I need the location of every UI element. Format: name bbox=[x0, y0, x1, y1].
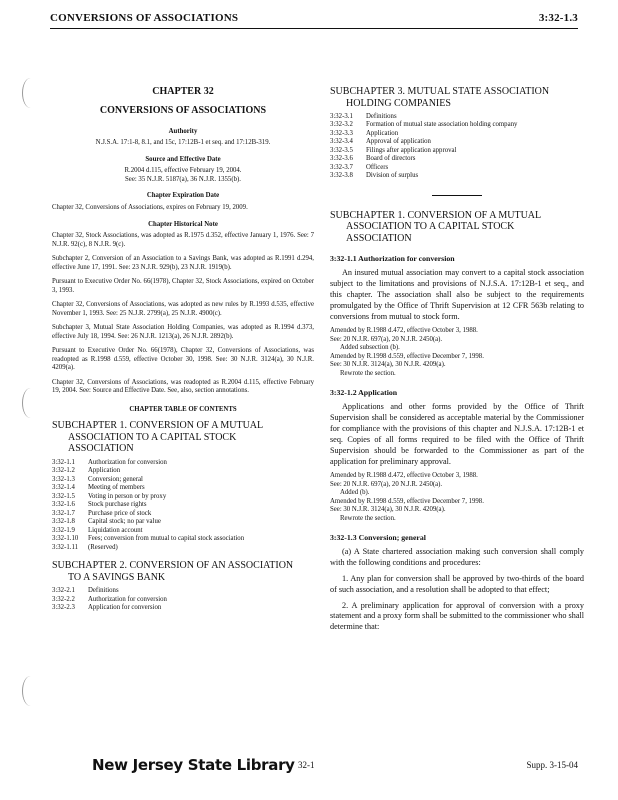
source-text: See: 35 N.J.R. 5187(a), 36 N.J.R. 1355(b). bbox=[125, 175, 241, 183]
history-paragraph: Pursuant to Executive Order No. 66(1978), Chapter 32, Conversions of Associations, was readopted as R.1998 d.559, effective October 30, 1998. See: 30 N.J.R. 3124(a), 30 N.J.R. 4209(a). bbox=[52, 347, 314, 372]
subchapter-heading-line: HOLDING COMPANIES bbox=[346, 97, 451, 109]
history-line: Amended by R.1988 d.472, effective October 3, 1988. bbox=[330, 472, 478, 480]
toc-entry[interactable] bbox=[52, 501, 314, 509]
subchapter-2-heading bbox=[52, 560, 314, 583]
toc-number: 3:32-3.3 bbox=[330, 129, 353, 137]
section-history bbox=[330, 472, 584, 523]
section-body: (a) A State chartered association making such conversion shall comply with the following conditions and procedures: bbox=[330, 547, 584, 568]
toc-number: 3:32-3.1 bbox=[330, 113, 353, 120]
page-number: 32-1 bbox=[298, 760, 315, 770]
toc-number: 3:32-3.7 bbox=[330, 163, 353, 171]
subchapter-heading-line: SUBCHAPTER 1. CONVERSION OF A MUTUAL bbox=[330, 209, 542, 221]
supplement-date: Supp. 3-15-04 bbox=[526, 760, 578, 770]
section-divider bbox=[432, 195, 482, 196]
toc-entry[interactable] bbox=[52, 459, 314, 467]
toc-label: Fees; conversion from mutual to capital stock association bbox=[88, 535, 245, 543]
toc-label: Meeting of members bbox=[88, 484, 145, 492]
toc-entry[interactable] bbox=[330, 164, 584, 172]
section-title: 3:32-1.1 Authorization for conversion bbox=[330, 254, 455, 264]
history-line: Amended by R.1998 d.559, effective December 7, 1998. bbox=[330, 352, 484, 360]
toc-label: Formation of mutual state association holding company bbox=[366, 121, 518, 129]
history-paragraph: Subchapter 3, Mutual State Association Holding Companies, was adopted as R.1994 d.373, effective July 18, 1994. See: 26 N.J.R. 1213(a), 26 N.J.R. 2892(b). bbox=[52, 324, 314, 340]
toc-entry[interactable] bbox=[52, 467, 314, 475]
section-title: 3:32-1.2 Application bbox=[330, 388, 398, 398]
page-footer bbox=[0, 748, 618, 778]
margin-hole-mark bbox=[22, 676, 39, 706]
header-title: CONVERSIONS OF ASSOCIATIONS bbox=[50, 12, 239, 24]
toc-number: 3:32-1.7 bbox=[52, 509, 75, 517]
toc-number: 3:32-1.1 bbox=[52, 458, 75, 466]
toc-number: 3:32-3.8 bbox=[330, 172, 353, 180]
history-paragraph: Pursuant to Executive Order No. 66(1978), Chapter 32, Stock Associations, expired on October 3, 1993. bbox=[52, 278, 314, 294]
subchapter-1-toc bbox=[52, 459, 314, 552]
section-history bbox=[330, 327, 584, 378]
history-line: See: 30 N.J.R. 3124(a), 30 N.J.R. 4209(a). bbox=[330, 506, 446, 514]
toc-label: Application for conversion bbox=[88, 604, 162, 612]
history-line: Rewrote the section. bbox=[340, 514, 396, 522]
running-header bbox=[50, 10, 578, 29]
toc-number: 3:32-1.2 bbox=[52, 467, 75, 475]
toc-label: Filings after application approval bbox=[366, 146, 457, 154]
toc-entry[interactable] bbox=[330, 138, 584, 146]
history-line: Amended by R.1998 d.559, effective December 7, 1998. bbox=[330, 497, 484, 505]
history-line: See: 20 N.J.R. 697(a), 20 N.J.R. 2450(a). bbox=[330, 480, 443, 488]
expiration-heading: Chapter Expiration Date bbox=[146, 192, 220, 200]
toc-label: Application bbox=[366, 129, 399, 137]
subchapter-heading-line: SUBCHAPTER 1. CONVERSION OF A MUTUAL bbox=[52, 420, 264, 432]
toc-label: (Reserved) bbox=[88, 543, 118, 551]
subchapter-heading-line: TO A SAVINGS BANK bbox=[68, 571, 166, 583]
subchapter-heading-line: ASSOCIATION TO A CAPITAL STOCK bbox=[68, 431, 237, 443]
toc-number: 3:32-3.4 bbox=[330, 138, 353, 146]
history-line: Rewrote the section. bbox=[340, 369, 396, 377]
history-line: Added subsection (b). bbox=[340, 344, 400, 352]
subchapter-heading-line: ASSOCIATION bbox=[68, 443, 134, 455]
history-line: See: 20 N.J.R. 697(a), 20 N.J.R. 2450(a). bbox=[330, 335, 443, 343]
toc-entry[interactable] bbox=[52, 476, 314, 484]
toc-entry[interactable] bbox=[330, 155, 584, 163]
toc-label: Conversion; general bbox=[88, 475, 143, 483]
history-paragraph: Subchapter 2, Conversion of an Association to a Savings Bank, was adopted as R.1991 d.294, effective June 17, 1991. See: 23 N.J.R. 929(b), 23 N.J.R. 1919(b). bbox=[52, 255, 314, 271]
toc-entry[interactable] bbox=[52, 484, 314, 492]
toc-label: Stock purchase rights bbox=[88, 501, 147, 509]
toc-label: Approval of application bbox=[366, 138, 431, 146]
chapter-number: CHAPTER 32 bbox=[152, 86, 214, 97]
expiration-text: Chapter 32, Conversions of Associations, expires on February 19, 2009. bbox=[52, 204, 248, 212]
toc-label: Voting in person or by proxy bbox=[88, 492, 167, 500]
authority-text: N.J.S.A. 17:1-8, 8.1, and 15c, 17:12B-1 et seq. and 17:12B-319. bbox=[95, 139, 271, 147]
toc-label: Definitions bbox=[88, 587, 119, 595]
subchapter-1-heading bbox=[52, 420, 314, 455]
source-heading: Source and Effective Date bbox=[145, 155, 221, 163]
chapter-title: CONVERSIONS OF ASSOCIATIONS bbox=[99, 104, 267, 116]
library-watermark: New Jersey State Library bbox=[92, 756, 295, 774]
toc-number: 3:32-1.11 bbox=[52, 543, 78, 551]
history-heading: Chapter Historical Note bbox=[148, 220, 218, 228]
toc-entry[interactable] bbox=[52, 587, 314, 595]
history-line: Amended by R.1988 d.472, effective October 3, 1988. bbox=[330, 327, 478, 335]
toc-entry[interactable] bbox=[52, 544, 314, 552]
margin-hole-mark bbox=[22, 388, 39, 418]
source-text: R.2004 d.115, effective February 19, 2004. bbox=[124, 167, 242, 175]
history-line: See: 30 N.J.R. 3124(a), 30 N.J.R. 4209(a). bbox=[330, 361, 446, 369]
toc-number: 3:32-3.6 bbox=[330, 155, 353, 163]
history-paragraph: Chapter 32, Stock Associations, was adopted as R.1975 d.352, effective January 1, 1976. See: 7 N.J.R. 92(c), 8 N.J.R. 9(c). bbox=[52, 232, 314, 248]
toc-label: Liquidation account bbox=[88, 526, 143, 534]
toc-number: 3:32-1.10 bbox=[52, 535, 79, 543]
toc-entry[interactable] bbox=[52, 510, 314, 518]
toc-label: Capital stock; no par value bbox=[88, 518, 161, 526]
toc-number: 3:32-2.3 bbox=[52, 604, 75, 612]
toc-label: Authorization for conversion bbox=[88, 458, 167, 466]
history-line: Added (b). bbox=[340, 489, 370, 497]
subchapter-2-toc bbox=[52, 587, 314, 612]
toc-number: 3:32-1.3 bbox=[52, 475, 75, 483]
margin-hole-mark bbox=[22, 78, 39, 108]
toc-entry[interactable] bbox=[52, 535, 314, 543]
left-column bbox=[52, 86, 314, 613]
toc-number: 3:32-3.2 bbox=[330, 121, 353, 129]
toc-entry[interactable] bbox=[330, 147, 584, 155]
subchapter-heading-line: ASSOCIATION TO A CAPITAL STOCK bbox=[346, 221, 515, 233]
toc-number: 3:32-1.4 bbox=[52, 484, 75, 492]
right-column bbox=[330, 86, 584, 638]
toc-entry[interactable] bbox=[52, 527, 314, 535]
subchapter-heading-line: ASSOCIATION bbox=[346, 232, 412, 244]
toc-entry[interactable] bbox=[330, 113, 584, 121]
toc-label: Officers bbox=[366, 163, 389, 171]
toc-heading: CHAPTER TABLE OF CONTENTS bbox=[129, 405, 237, 413]
authority-heading: Authority bbox=[168, 127, 198, 135]
toc-number: 3:32-1.5 bbox=[52, 492, 75, 500]
toc-number: 3:32-2.2 bbox=[52, 595, 75, 603]
toc-label: Authorization for conversion bbox=[88, 595, 167, 603]
toc-number: 3:32-1.9 bbox=[52, 526, 75, 534]
toc-entry[interactable] bbox=[52, 596, 314, 604]
toc-label: Application bbox=[88, 467, 121, 475]
toc-entry[interactable] bbox=[330, 121, 584, 129]
subchapter-3-toc bbox=[330, 113, 584, 181]
toc-number: 3:32-1.8 bbox=[52, 518, 75, 526]
toc-entry[interactable] bbox=[52, 518, 314, 526]
section-body: Applications and other forms provided by the Office of Thrift Supervision shall be considered as acceptable material by the Commissioner for compliance with the provisions of this chapter and N.J.S.A. 17:12B-1 et seq. Copies of all forms required to be filed with the Office of Thrift Supervision should be forwarded to the Commissioner as part of the application for preliminary approval. bbox=[330, 402, 584, 466]
section-body: 2. A preliminary application for approval of conversion with a proxy statement and a proxy form shall be submitted to the commissioner who shall determine that: bbox=[330, 600, 584, 632]
header-section-number: 3:32-1.3 bbox=[538, 12, 578, 24]
toc-entry[interactable] bbox=[330, 172, 584, 180]
subchapter-1-text-heading bbox=[330, 210, 584, 245]
toc-entry[interactable] bbox=[52, 604, 314, 612]
toc-number: 3:32-2.1 bbox=[52, 587, 75, 595]
section-title: 3:32-1.3 Conversion; general bbox=[330, 533, 426, 543]
toc-label: Division of surplus bbox=[366, 172, 419, 180]
section-body: 1. Any plan for conversion shall be approved by two-thirds of the board of such association, and a resolution shall be adopted to that effect; bbox=[330, 573, 584, 594]
history-paragraph: Chapter 32, Conversions of Associations, was readopted as R.2004 d.115, effective February 19, 2004. See: Source and Effective Date. See, also, section annotations. bbox=[52, 378, 314, 395]
toc-entry[interactable] bbox=[52, 493, 314, 501]
subchapter-3-heading bbox=[330, 86, 584, 109]
toc-number: 3:32-3.5 bbox=[330, 146, 353, 154]
history-paragraph: Chapter 32, Conversions of Associations, was adopted as new rules by R.1993 d.535, effective November 1, 1993. See: 25 N.J.R. 2799(a), 25 N.J.R. 4900(c). bbox=[52, 301, 314, 317]
subchapter-heading-line: SUBCHAPTER 2. CONVERSION OF AN ASSOCIATION bbox=[52, 560, 294, 572]
subchapter-heading-line: SUBCHAPTER 3. MUTUAL STATE ASSOCIATION bbox=[330, 86, 550, 97]
toc-entry[interactable] bbox=[330, 130, 584, 138]
toc-label: Purchase price of stock bbox=[88, 509, 152, 517]
toc-label: Definitions bbox=[366, 113, 397, 120]
toc-number: 3:32-1.6 bbox=[52, 501, 75, 509]
section-body: An insured mutual association may convert to a capital stock association subject to the limitations and provisions of N.J.S.A. 17:12B-1 et seq., and this chapter. The association shall also be subject to the requirements promulgated by the Office of Thrift Supervision at 12 CFR 563b relating to conversions from mutual to stock form. bbox=[330, 268, 584, 321]
toc-label: Board of directors bbox=[366, 155, 416, 163]
